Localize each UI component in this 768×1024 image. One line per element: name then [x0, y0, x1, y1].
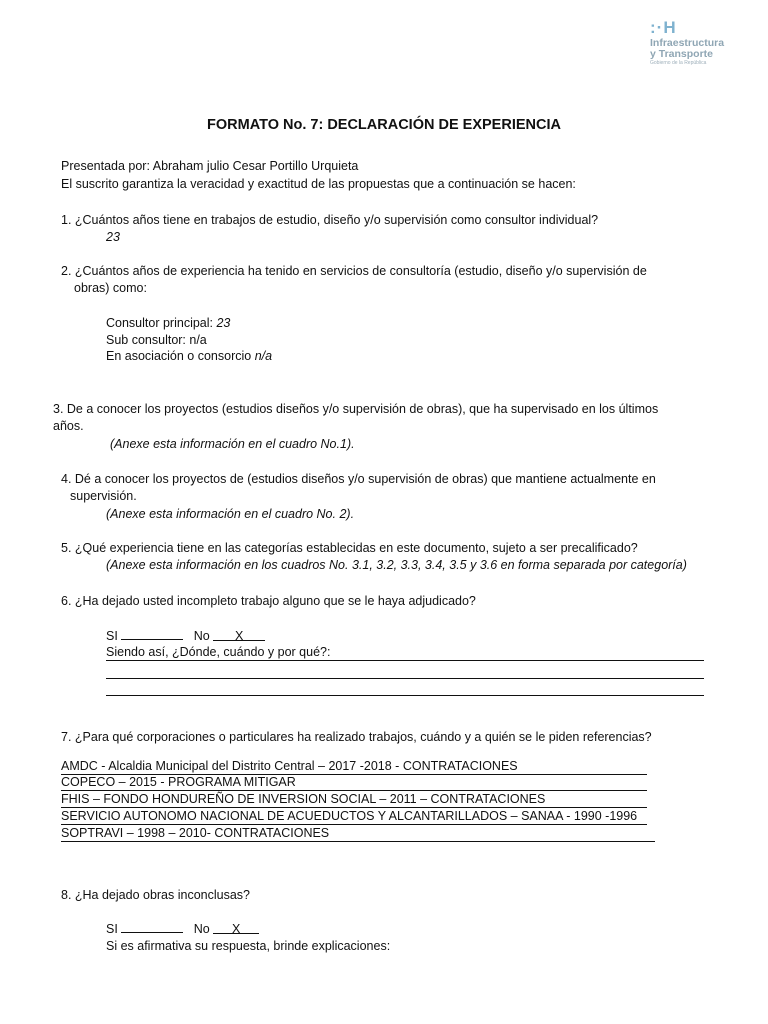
q8-followup: Si es afirmativa su respuesta, brinde explicaciones:	[106, 939, 391, 953]
q6-answer-line-2[interactable]	[106, 678, 704, 679]
ministry-logo	[648, 18, 748, 68]
reference-item: FHIS – FONDO HONDUREÑO DE INVERSION SOCIAL – 2011 – CONTRATACIONES	[61, 791, 647, 808]
question-4-note: (Anexe esta información en el cuadro No. 2).	[106, 507, 355, 521]
q6-si-blank[interactable]	[121, 627, 183, 640]
question-3-note: (Anexe esta información en el cuadro No.1).	[110, 437, 355, 451]
q6-no-label: No	[193, 629, 210, 643]
q8-si-blank[interactable]	[121, 920, 183, 933]
sub-consultant: Sub consultor: n/a	[106, 333, 207, 347]
question-1: 1. ¿Cuántos años tiene en trabajos de estudio, diseño y/o supervisión como consultor individual?	[61, 213, 599, 227]
q6-no-mark: X	[235, 629, 244, 643]
q6-answer-line-1[interactable]	[106, 660, 704, 661]
reference-item: AMDC - Alcaldia Municipal del Distrito Central – 2017 -2018 - CONTRATACIONES	[61, 758, 647, 775]
q6-si-label: SI	[106, 629, 118, 643]
q8-no-blank[interactable]	[213, 921, 259, 934]
association-consortium	[106, 348, 272, 364]
q8-si-no	[106, 920, 259, 937]
page-title: FORMATO No. 7: DECLARACIÓN DE EXPERIENCIA	[207, 117, 561, 133]
question-6: 6. ¿Ha dejado usted incompleto trabajo alguno que se le haya adjudicado?	[61, 594, 476, 608]
question-4-line-2: supervisión.	[70, 489, 137, 503]
reference-item: SERVICIO AUTONOMO NACIONAL DE ACUEDUCTOS Y ALCANTARILLADOS – SANAA - 1990 -1996	[61, 808, 647, 825]
question-5-note: (Anexe esta información en los cuadros No. 3.1, 3.2, 3.3, 3.4, 3.5 y 3.6 en forma separada por categoría)	[106, 558, 687, 572]
q6-followup: Siendo así, ¿Dónde, cuándo y por qué?:	[106, 645, 331, 659]
reference-item: COPECO – 2015 - PROGRAMA MITIGAR	[61, 774, 647, 791]
principal-consultant	[106, 315, 230, 331]
q8-no-label: No	[193, 922, 210, 936]
question-3-line-1: 3. De a conocer los proyectos (estudios diseños y/o supervisión de obras), que ha supervisado en los últimos	[53, 402, 659, 416]
q6-no-blank[interactable]	[213, 628, 265, 641]
logo-mark: :·H	[650, 18, 677, 37]
question-2-line-2: obras) como:	[74, 281, 147, 295]
question-8: 8. ¿Ha dejado obras inconclusas?	[61, 888, 251, 902]
association-value: n/a	[254, 349, 273, 363]
association-label: En asociación o consorcio	[106, 349, 252, 363]
q8-si-label: SI	[106, 922, 118, 936]
principal-value: 23	[216, 316, 231, 330]
principal-label: Consultor principal:	[106, 316, 213, 330]
logo-line-3: Gobierno de la República	[650, 60, 707, 66]
q6-si-no	[106, 627, 265, 644]
question-7: 7. ¿Para qué corporaciones o particulares ha realizado trabajos, cuándo y a quién se le piden referencias?	[61, 730, 652, 744]
question-3-line-2: años.	[53, 419, 84, 433]
logo-line-1: Infraestructura	[650, 37, 725, 49]
q6-answer-line-3[interactable]	[106, 695, 704, 696]
guarantee-statement: El suscrito garantiza la veracidad y exactitud de las propuestas que a continuación se hacen:	[61, 177, 576, 191]
question-2-line-1: 2. ¿Cuántos años de experiencia ha tenido en servicios de consultoría (estudio, diseño y/o supervisión de	[61, 264, 647, 278]
logo-line-2: y Transporte	[650, 48, 714, 60]
q8-no-mark: X	[232, 922, 241, 936]
answer-1: 23	[106, 230, 120, 244]
reference-item: SOPTRAVI – 1998 – 2010- CONTRATACIONES	[61, 825, 655, 842]
question-5: 5. ¿Qué experiencia tiene en las categorías establecidas en este documento, sujeto a ser precalificado?	[61, 541, 638, 555]
presented-by: Presentada por: Abraham julio Cesar Portillo Urquieta	[61, 159, 359, 173]
question-4-line-1: 4. Dé a conocer los proyectos de (estudios diseños y/o supervisión de obras) que mantiene actualmente en	[61, 472, 656, 486]
